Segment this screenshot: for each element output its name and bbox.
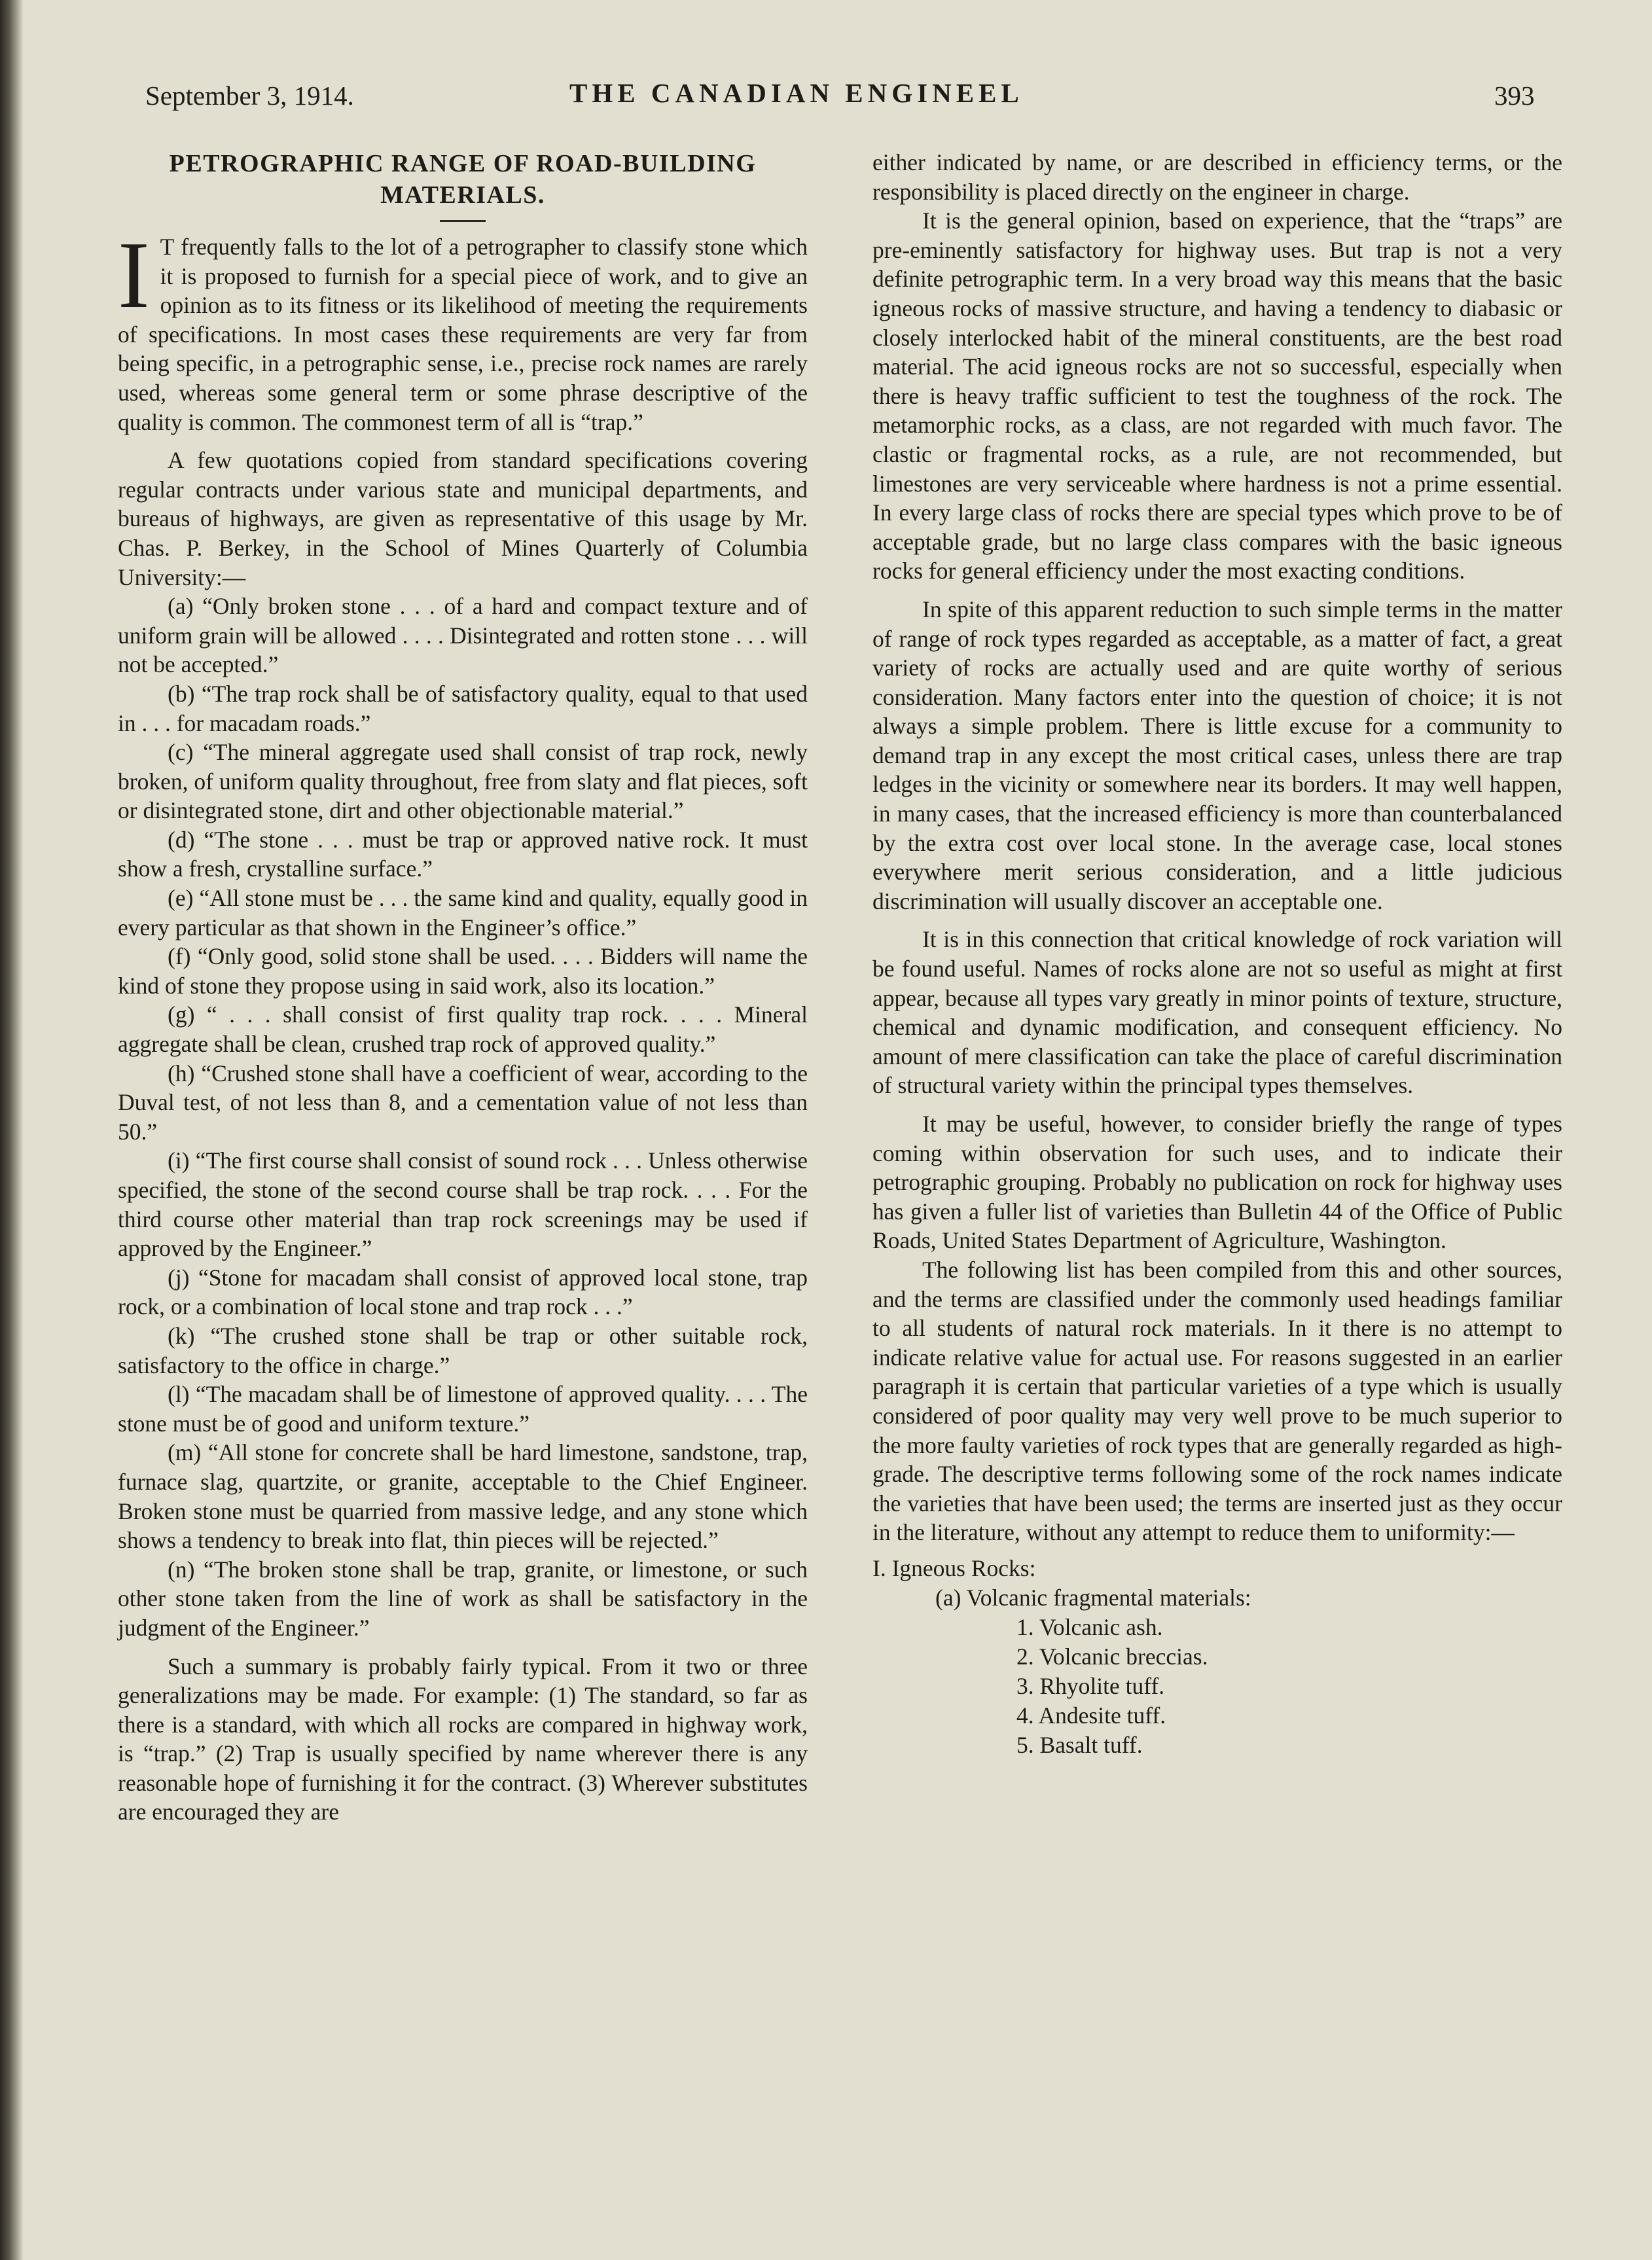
paragraph: It is the general opinion, based on experience, that the “traps” are pre-eminently satisfactory for highway uses. But trap is not a very definite petrographic term. In a very broad way this means that the basic igneous rocks of massive structure, and having a tendency to diabasic or closely interlocked habit of the mineral constituents, are the best road material. The acid igneous rocks are not so successful, especially when there is heavy traffic sufficient to test the toughness of the rock. The metamorphic rocks, as a class, are not regarded with much favor. The clastic or fragmental rocks, as a rule, are not recommended, but limestones are very serviceable where hardness is not a prime essential. In every large class of rocks there are special types which prove to be of acceptable grade, but no large class compares with the basic igneous rocks for general efficiency under the most exacting conditions.	[872, 207, 1562, 584]
journal-title: THE CANADIAN ENGINEEL	[569, 78, 1024, 108]
quotation: (d) “The stone . . . must be trap or approved native rock. It must show a fresh, crystalline surface.”	[118, 826, 808, 882]
drop-cap: I	[118, 222, 150, 328]
list-item: 5. Basalt tuff.	[1016, 1731, 1143, 1758]
rock-type-list	[872, 1554, 1562, 1760]
paragraph	[118, 222, 808, 437]
paragraph: In spite of this apparent reduction to such simple terms in the matter of range of rock types regarded as acceptable, as a matter of fact, a great variety of rocks are actually used and are quite worthy of serious consideration. Many factors enter into the question of choice; it is not always a simple problem. There is little excuse for a community to demand trap in any except the most critical cases, unless there are trap ledges in the vicinity or somewhere near its borders. It may well happen, in many cases, that the increased efficiency is more than counterbalanced by the extra cost over local stone. In the average case, local stones everywhere merit serious consideration, and a little judicious discrimination will usually discover an acceptable one.	[872, 596, 1562, 914]
article-title-line-2: MATERIALS.	[380, 181, 545, 209]
left-column	[118, 148, 808, 1827]
issue-date: September 3, 1914.	[145, 81, 354, 111]
list-item: 4. Andesite tuff.	[1016, 1702, 1166, 1729]
page-binding-shadow	[0, 0, 24, 2260]
quotation: (g) “ . . . shall consist of first quality trap rock. . . . Mineral aggregate shall be clean, crushed trap rock of approved quality.”	[118, 1001, 808, 1058]
quotation: (k) “The crushed stone shall be trap or other suitable rock, satisfactory to the office in charge.”	[118, 1322, 808, 1378]
paragraph: The following list has been compiled from this and other sources, and the terms are classified under the commonly used headings familiar to all students of natural rock materials. In it there is no attempt to indicate relative value for actual use. For reasons suggested in an earlier paragraph it is certain that particular varieties of a type which is usually considered of poor quality may very well prove to be much superior to the more faulty varieties of rock types that are generally regarded as high-grade. The descriptive terms following some of the rock names indicate the varieties that have been used; the terms are inserted just as they occur in the literature, without any attempt to reduce them to uniformity:—	[872, 1256, 1562, 1546]
paragraph: Such a summary is probably fairly typical. From it two or three generalizations may be made. For example: (1) The standard, so far as there is a standard, with which all rocks are compared in highway work, is “trap.” (2) Trap is usually specified by name wherever there is any reasonable hope of furnishing it for the contract. (3) Wherever substitutes are encouraged they are	[118, 1653, 808, 1825]
page-header	[0, 73, 1652, 119]
quotation: (e) “All stone must be . . . the same kind and quality, equally good in every particular as that shown in the Engineer’s office.”	[118, 885, 808, 941]
article-title	[118, 148, 808, 211]
quotation: (i) “The first course shall consist of sound rock . . . Unless otherwise specified, the stone of the second course shall be trap rock. . . . For the third course other material than trap rock screenings may be used if approved by the Engineer.”	[118, 1147, 808, 1262]
right-column	[872, 148, 1562, 1760]
quotation: (m) “All stone for concrete shall be hard limestone, sandstone, trap, furnace slag, quartzite, or granite, acceptable to the Chief Engineer. Broken stone must be quarried from massive ledge, and any stone which shows a tendency to break into flat, thin pieces will be rejected.”	[118, 1439, 808, 1554]
list-item: 2. Volcanic breccias.	[1016, 1643, 1208, 1670]
quotation: (n) “The broken stone shall be trap, granite, or limestone, or such other stone taken from the line of work as shall be satisfactory in the judgment of the Engineer.”	[118, 1556, 808, 1641]
paragraph-text: T frequently falls to the lot of a petrographer to classify stone which it is proposed to furnish for a special piece of work, and to give an opinion as to its fitness or its likelihood of meeting the requirements of specifications. In most cases these requirements are very far from being specific, in a petrographic sense, i.e., precise rock names are rarely used, whereas some general term or some phrase descriptive of the quality is common. The commonest term of all is “trap.”	[118, 234, 808, 435]
paragraph: either indicated by name, or are described in efficiency terms, or the responsibility is placed directly on the engineer in charge.	[872, 149, 1562, 205]
quotation: (l) “The macadam shall be of limestone of approved quality. . . . The stone must be of good and uniform texture.”	[118, 1381, 808, 1437]
quotation: (b) “The trap rock shall be of satisfactory quality, equal to that used in . . . for macadam roads.”	[118, 680, 808, 736]
list-heading: I. Igneous Rocks:	[872, 1554, 1036, 1581]
quotation: (c) “The mineral aggregate used shall consist of trap rock, newly broken, of uniform quality throughout, free from slaty and flat pieces, soft or disintegrated stone, dirt and other objectionable material.”	[118, 739, 808, 824]
list-item: 3. Rhyolite tuff.	[1016, 1672, 1165, 1699]
paragraph: It is in this connection that critical knowledge of rock variation will be found useful. Names of rocks alone are not so useful as might at first appear, because all types vary greatly in minor points of texture, structure, chemical and dynamic modification, and consequent efficiency. No amount of mere classification can take the place of careful discrimination of structural variety within the principal types themselves.	[872, 926, 1562, 1099]
paragraph: It may be useful, however, to consider briefly the range of types coming within observation for such uses, and to indicate their petrographic grouping. Probably no publication on rock for highway uses has given a fuller list of varieties than Bulletin 44 of the Office of Public Roads, United States Department of Agriculture, Washington.	[872, 1111, 1562, 1254]
quotation: (a) “Only broken stone . . . of a hard and compact texture and of uniform grain will be allowed . . . . Disintegrated and rotten stone . . . will not be accepted.”	[118, 593, 808, 678]
title-rule	[440, 220, 486, 222]
page-number: 393	[1494, 81, 1535, 111]
list-item: 1. Volcanic ash.	[1016, 1613, 1163, 1640]
paragraph: A few quotations copied from standard specifications covering regular contracts under various state and municipal departments, and bureaus of highways, are given as representative of this usage by Mr. Chas. P. Berkey, in the School of Mines Quarterly of Columbia University:—	[118, 447, 808, 590]
list-subheading: (a) Volcanic fragmental materials:	[935, 1584, 1251, 1611]
article-title-line-1: PETROGRAPHIC RANGE OF ROAD-BUILDING	[169, 150, 757, 177]
quotation: (h) “Crushed stone shall have a coefficient of wear, according to the Duval test, of not less than 8, and a cementation value of not less than 50.”	[118, 1060, 808, 1145]
quotation: (f) “Only good, solid stone shall be used. . . . Bidders will name the kind of stone they propose using in said work, also its location.”	[118, 943, 808, 999]
quotation: (j) “Stone for macadam shall consist of approved local stone, trap rock, or a combination of local stone and trap rock . . .”	[118, 1264, 808, 1320]
